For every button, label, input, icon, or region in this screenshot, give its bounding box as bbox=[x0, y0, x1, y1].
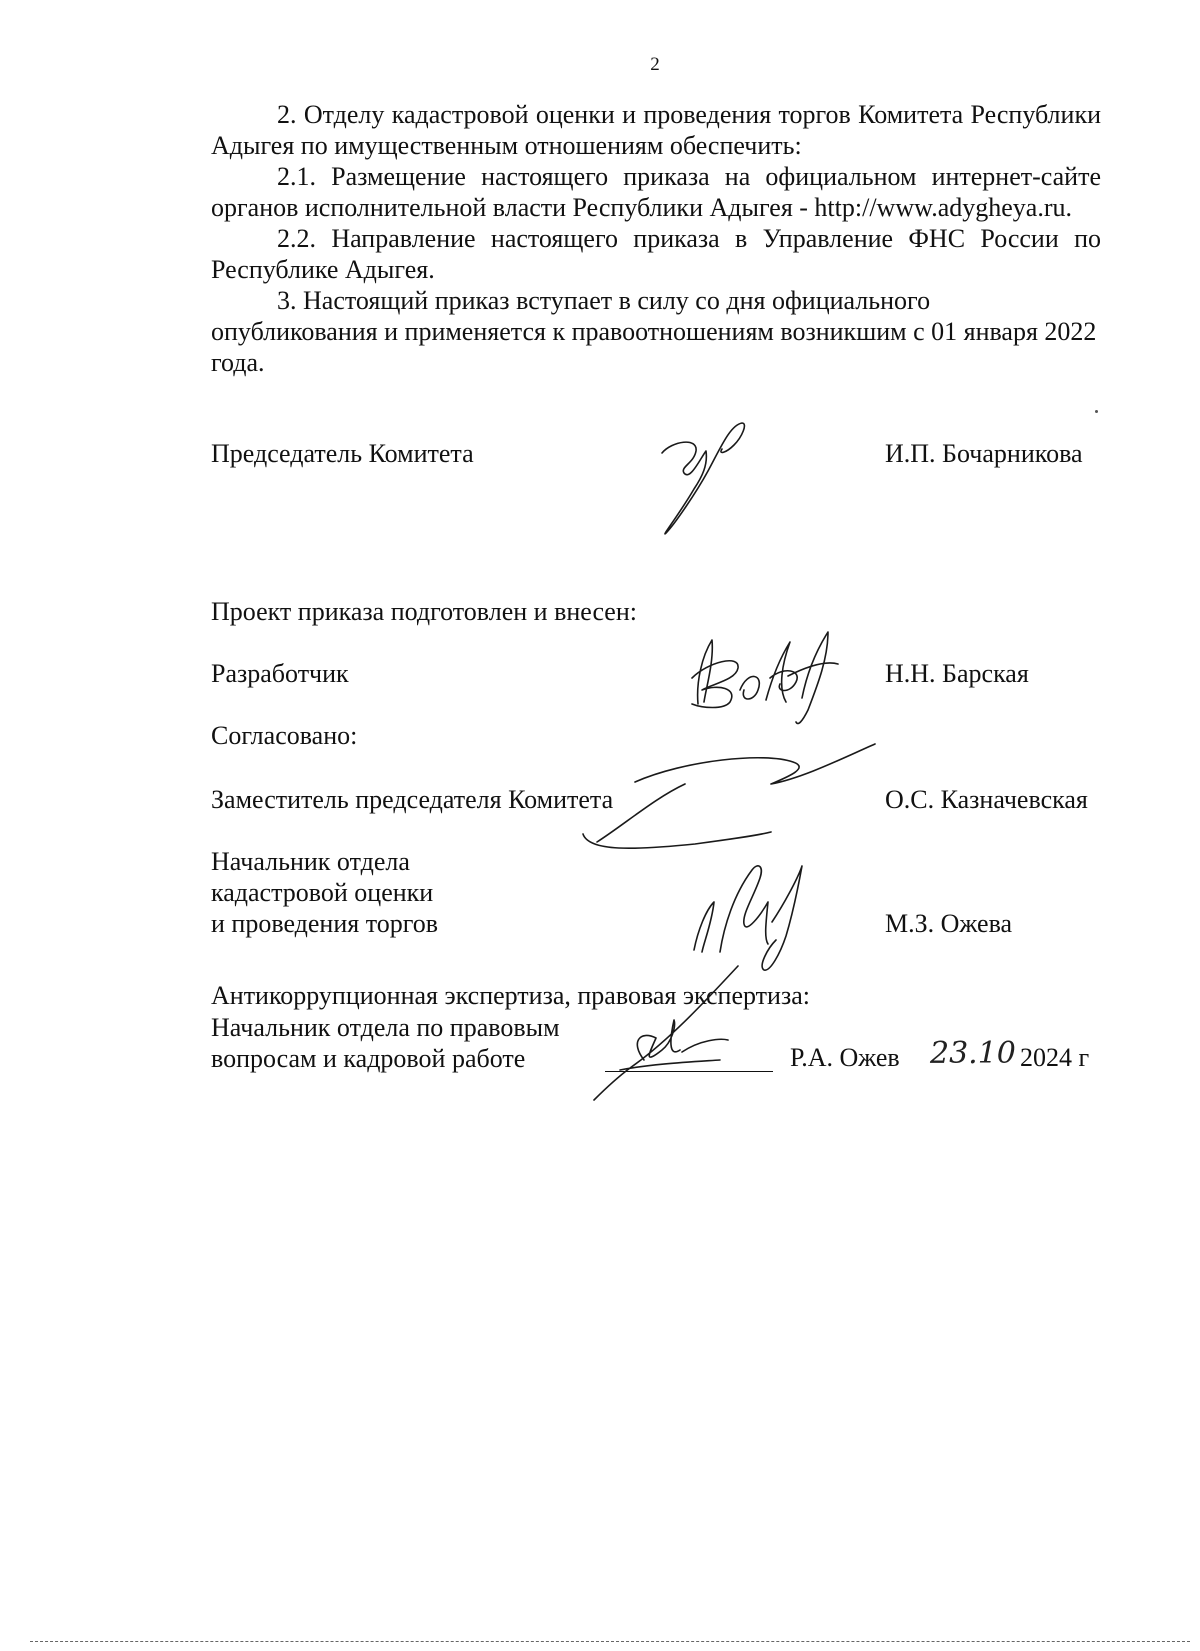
paragraph-2-1: 2.1. Размещение настоящего приказа на официальном интернет-сайте органов исполнительной власти Республики Адыгея - http://www.adygheya.ru. bbox=[211, 162, 1101, 222]
handwritten-date: 23.10 bbox=[930, 1036, 1016, 1071]
order-body bbox=[211, 99, 1101, 378]
deputy-name: О.С. Казначевская bbox=[885, 785, 1088, 814]
date-suffix: 2024 г bbox=[1020, 1043, 1090, 1072]
chairman-signature bbox=[650, 415, 770, 545]
legal-head-title bbox=[211, 1012, 560, 1074]
page-number: 2 bbox=[650, 54, 660, 75]
deputy-title: Заместитель председателя Комитета bbox=[211, 785, 614, 814]
developer-name: Н.Н. Барская bbox=[885, 659, 1029, 688]
paragraph-3: 3. Настоящий приказ вступает в силу со дня официального опубликования и применяется к правоотношениям возникшим с 01 января 2022 года. bbox=[211, 286, 1097, 377]
developer-signature bbox=[678, 618, 848, 728]
scan-speck bbox=[1095, 410, 1098, 413]
developer-title: Разработчик bbox=[211, 659, 349, 688]
legal-head-name: Р.А. Ожев bbox=[790, 1043, 900, 1072]
paragraph-2: 2. Отделу кадастровой оценки и проведения торгов Комитета Республики Адыгея по имущественным отношениям обеспечить: bbox=[211, 100, 1101, 160]
dept-head-title bbox=[211, 846, 438, 939]
agreed-heading: Согласовано: bbox=[211, 721, 358, 750]
prepared-by-heading: Проект приказа подготовлен и внесен: bbox=[211, 597, 637, 626]
legal-head-title-line-2: вопросам и кадровой работе bbox=[211, 1044, 526, 1073]
dept-head-title-line-2: кадастровой оценки bbox=[211, 878, 434, 907]
expertise-heading: Антикоррупционная экспертиза, правовая экспертиза: bbox=[211, 981, 810, 1010]
chairman-name: И.П. Бочарникова bbox=[885, 439, 1083, 468]
dept-head-title-line-1: Начальник отдела bbox=[211, 847, 410, 876]
deputy-signature bbox=[575, 738, 895, 868]
dept-head-name: М.З. Ожева bbox=[885, 909, 1013, 938]
chairman-title: Председатель Комитета bbox=[211, 439, 474, 468]
dept-head-title-line-3: и проведения торгов bbox=[211, 909, 439, 938]
legal-head-title-line-1: Начальник отдела по правовым bbox=[211, 1013, 560, 1042]
paragraph-2-2: 2.2. Направление настоящего приказа в Управление ФНС России по Республике Адыгея. bbox=[211, 224, 1101, 284]
legal-head-signature bbox=[590, 960, 790, 1110]
scan-edge bbox=[30, 1641, 1190, 1642]
